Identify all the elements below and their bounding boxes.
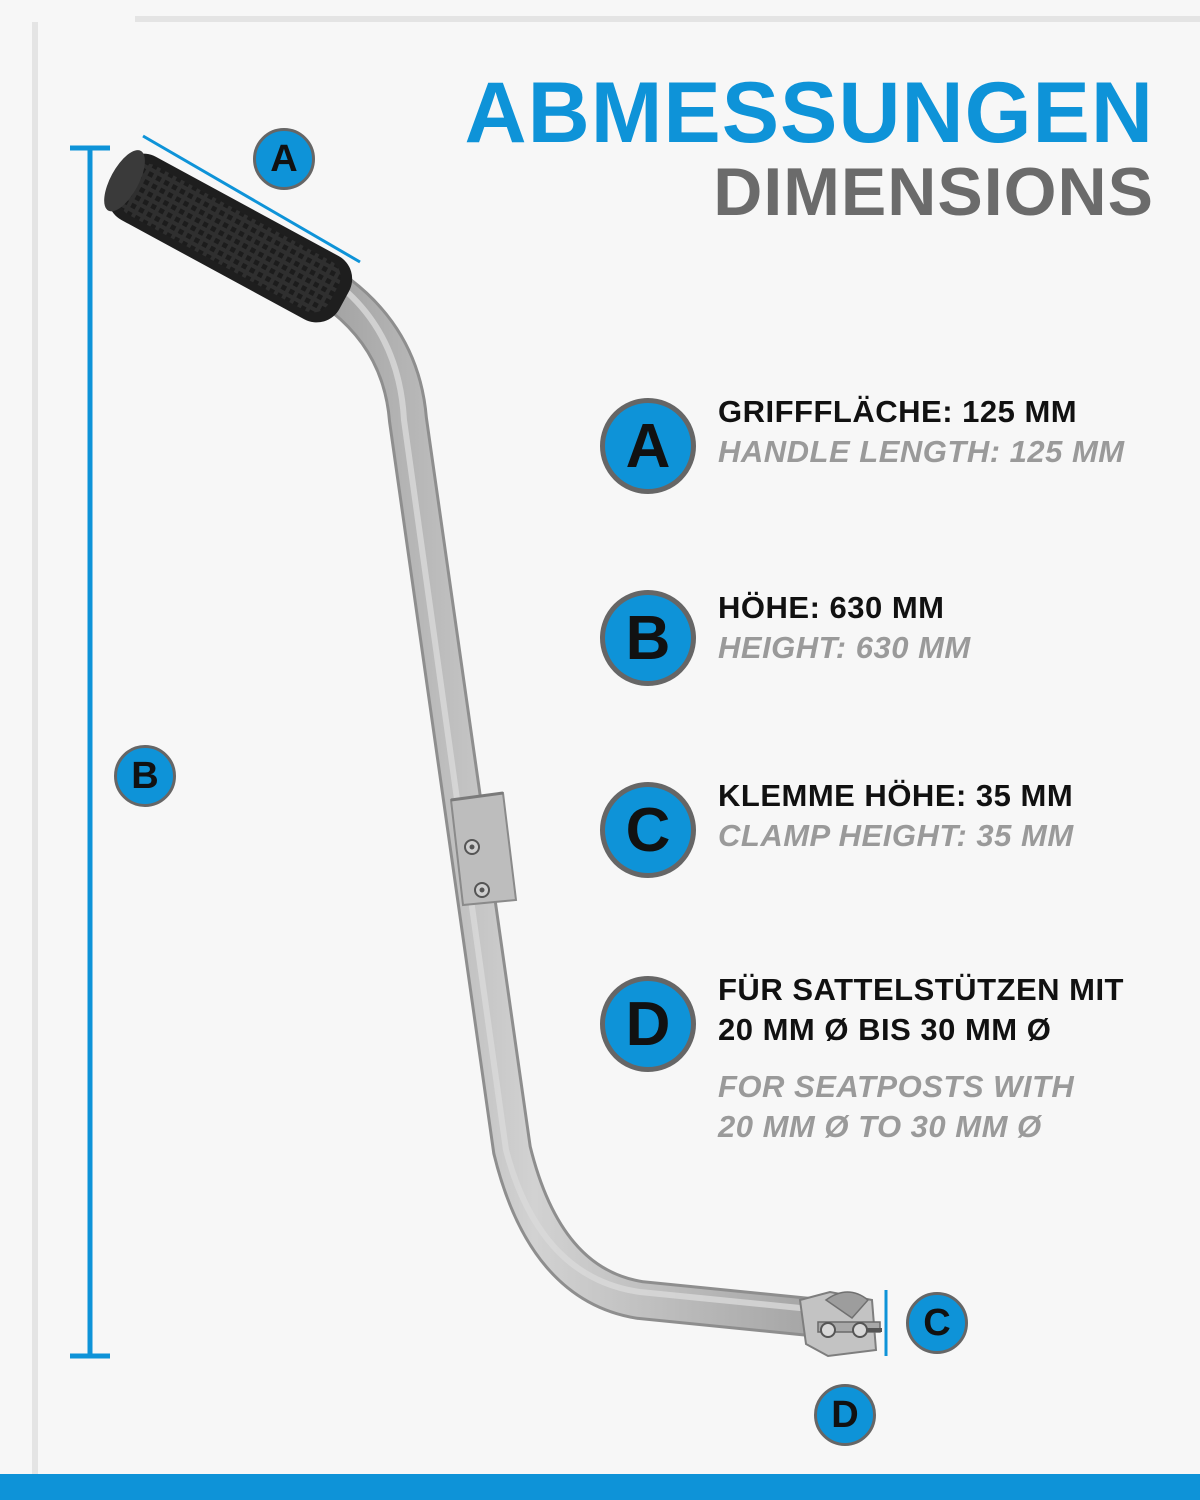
spec-b-letter: B — [625, 603, 671, 673]
callout-b-label: B — [131, 754, 159, 797]
page-title: ABMESSUNGEN — [464, 65, 1154, 161]
spec-a-letter: A — [625, 411, 671, 481]
page-subtitle: DIMENSIONS — [713, 154, 1154, 230]
spec-b — [718, 588, 1178, 669]
spec-d-english-line2: 20 MM Ø TO 30 MM Ø — [718, 1108, 1042, 1144]
spec-b-badge — [600, 590, 696, 686]
callout-a-label: A — [270, 137, 298, 180]
spec-d-badge — [600, 976, 696, 1072]
spec-a-english: HANDLE LENGTH: 125 MM — [718, 434, 1125, 470]
height-dimension-line — [70, 148, 110, 1356]
spec-c-badge — [600, 782, 696, 878]
callout-c-badge — [906, 1292, 968, 1354]
spec-d-letter: D — [625, 989, 671, 1059]
spec-b-german: HÖHE: 630 MM — [718, 590, 945, 625]
screw-icon — [475, 883, 489, 897]
spec-c — [718, 776, 1178, 857]
callout-c-label: C — [923, 1301, 951, 1344]
callout-a-badge — [253, 128, 315, 190]
spec-a — [718, 392, 1178, 473]
callout-b-badge — [114, 745, 176, 807]
callout-d-badge — [814, 1384, 876, 1446]
screw-icon — [465, 840, 479, 854]
spec-d — [718, 970, 1178, 1147]
spec-b-english: HEIGHT: 630 MM — [718, 630, 971, 666]
seatpost-clamp — [800, 1292, 882, 1356]
bottom-accent-bar — [0, 1474, 1200, 1500]
spec-c-letter: C — [625, 795, 671, 865]
spec-d-german-line1: FÜR SATTELSTÜTZEN MIT — [718, 972, 1124, 1007]
spec-d-german-line2: 20 MM Ø BIS 30 MM Ø — [718, 1012, 1052, 1048]
spec-c-english: CLAMP HEIGHT: 35 MM — [718, 818, 1074, 854]
handle-grip — [95, 142, 361, 331]
spec-a-german: GRIFFFLÄCHE: 125 MM — [718, 394, 1078, 429]
spec-d-english-line1: FOR SEATPOSTS WITH — [718, 1068, 1075, 1104]
callout-d-label: D — [831, 1393, 859, 1436]
spec-a-badge — [600, 398, 696, 494]
spec-c-german: KLEMME HÖHE: 35 MM — [718, 778, 1074, 813]
